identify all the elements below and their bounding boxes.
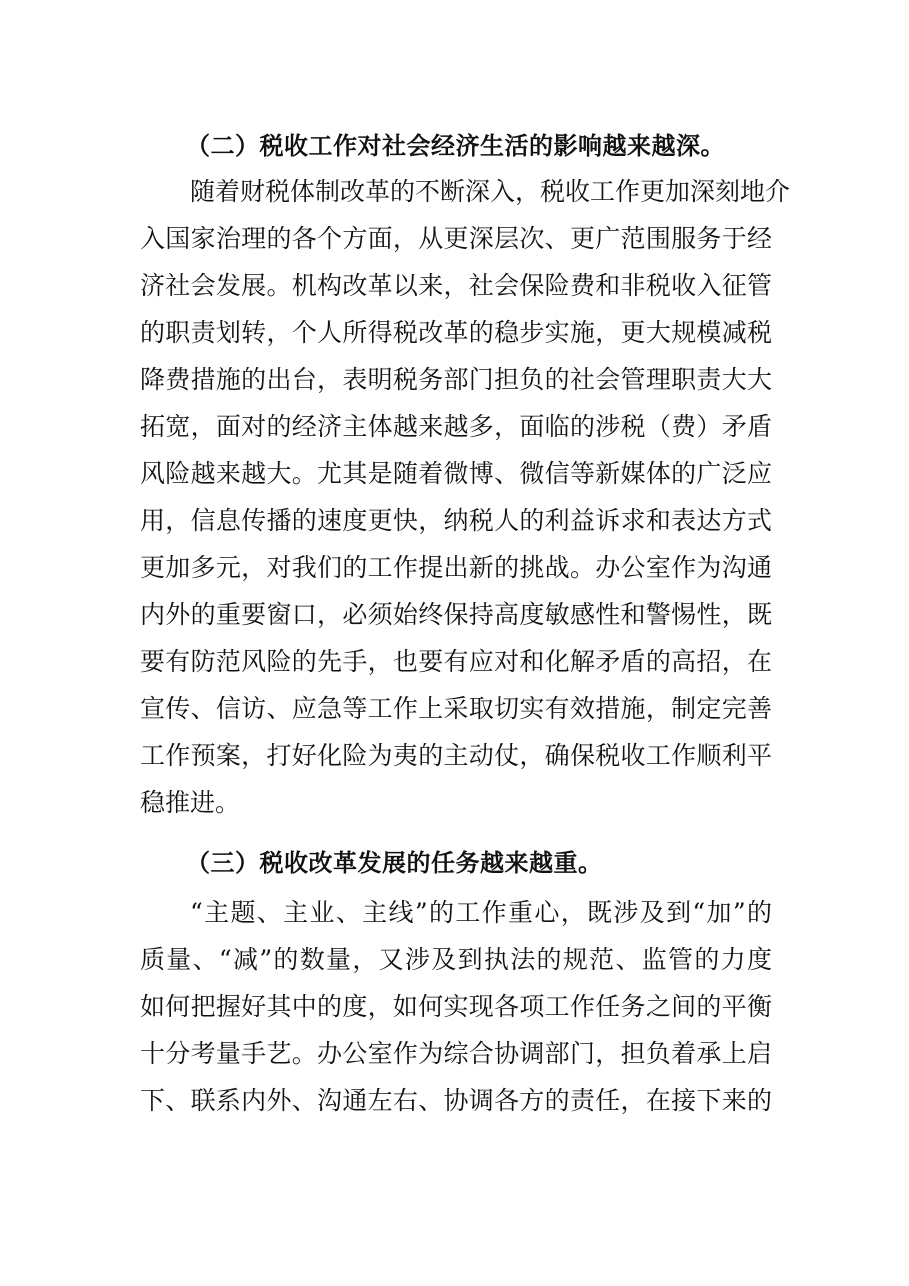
paragraph-line: 随着财税体制改革的不断深入，税收工作更加深刻地介 [190,177,791,206]
section-heading-3: （三）税收改革发展的任务越来越重。 [186,848,603,877]
paragraph-line: 要有防范风险的先手，也要有应对和化解矛盾的高招，在 [140,647,772,676]
paragraph-line: 如何把握好其中的度，如何实现各项工作任务之间的平衡 [140,992,772,1021]
paragraph-line: 入国家治理的各个方面，从更深层次、更广范围服务于经 [140,224,772,253]
paragraph-line: 下、联系内外、沟通左右、协调各方的责任，在接下来的 [140,1086,772,1115]
paragraph-line: 质量、“减”的数量，又涉及到执法的规范、监管的力度 [140,945,772,974]
paragraph-line: 用，信息传播的速度更快，纳税人的利益诉求和表达方式 [140,506,772,535]
paragraph-line: “主题、主业、主线”的工作重心，既涉及到“加”的 [190,898,772,927]
paragraph-line: 宣传、信访、应急等工作上采取切实有效措施，制定完善 [140,694,772,723]
paragraph-line: 稳推进。 [140,788,241,817]
paragraph-line: 十分考量手艺。办公室作为综合协调部门，担负着承上启 [140,1039,772,1068]
paragraph-line: 拓宽，面对的经济主体越来越多，面临的涉税（费）矛盾 [140,412,772,441]
paragraph-line: 更加多元，对我们的工作提出新的挑战。办公室作为沟通 [140,553,772,582]
paragraph-line: 济社会发展。机构改革以来，社会保险费和非税收入征管 [140,271,772,300]
paragraph-line: 工作预案，打好化险为夷的主动仗，确保税收工作顺利平 [140,741,772,770]
paragraph-line: 的职责划转，个人所得税改革的稳步实施，更大规模减税 [140,318,772,347]
section-heading-2: （二）税收工作对社会经济生活的影响越来越深。 [186,131,725,160]
paragraph-line: 内外的重要窗口，必须始终保持高度敏感性和警惕性，既 [140,600,772,629]
paragraph-line: 降费措施的出台，表明税务部门担负的社会管理职责大大 [140,365,772,394]
paragraph-line: 风险越来越大。尤其是随着微博、微信等新媒体的广泛应 [140,459,772,488]
